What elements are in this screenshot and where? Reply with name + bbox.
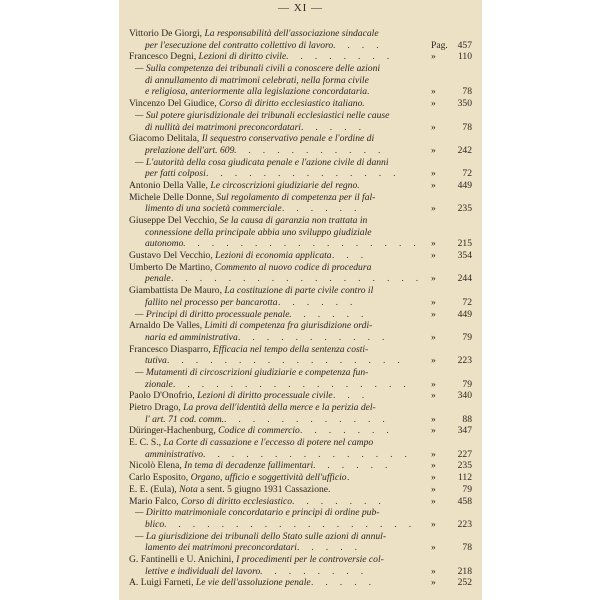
entry-text xyxy=(129,496,292,508)
index-line xyxy=(119,238,482,250)
entry-title: prelazione dell'art. 609 xyxy=(145,144,235,156)
entry-text xyxy=(145,297,278,309)
entry-title: lamento dei matrimoni preconcordatari xyxy=(145,542,297,554)
index-line xyxy=(119,215,482,227)
dot-leader: . . . . . xyxy=(301,121,366,133)
dot-leader: . xyxy=(328,483,336,495)
entry-text xyxy=(145,75,369,87)
entry-text-plain: a sent. 5 giugno 1931 Cassazione xyxy=(197,483,329,495)
entry-title: connessione della principale abbia uno sviluppo giudiziale xyxy=(145,226,372,238)
entry-author: Düringer-Hachenburg, xyxy=(129,425,219,437)
index-line xyxy=(119,227,482,239)
dot-leader: . . . xyxy=(332,250,368,262)
index-line xyxy=(119,344,482,356)
entry-author: Antonio Della Valle, xyxy=(129,179,211,191)
dot-leader: . . . . . xyxy=(311,577,376,589)
index-line xyxy=(119,273,482,285)
index-line xyxy=(119,425,482,437)
entry-title: La costituzione di parte civile contro il xyxy=(224,285,374,297)
page-number: 347 xyxy=(457,425,472,437)
index-line xyxy=(119,437,482,449)
index-line xyxy=(119,86,482,98)
dot-leader: . . . . . xyxy=(297,542,362,554)
index-line xyxy=(119,285,482,297)
entry-text xyxy=(129,472,347,484)
dot-leader: . . . . . . . xyxy=(300,425,394,437)
page-label: » xyxy=(431,460,436,472)
index-line xyxy=(119,309,482,321)
dot-leader: . . . xyxy=(333,390,369,402)
page-label: » xyxy=(431,121,436,133)
entry-author: Francesco Diasparro, xyxy=(129,343,213,355)
entry-text xyxy=(135,63,380,75)
entry-text xyxy=(129,554,384,566)
entry-title: Sul regolamento di competenza per il fal- xyxy=(216,191,376,203)
entry-text xyxy=(129,285,373,297)
dot-leader: . . . . . . . . . . . . . . . . . xyxy=(173,378,411,390)
entry-title: per l'esecuzione del contratto collettivo di lavoro xyxy=(145,39,334,51)
entry-author: E. C. S., xyxy=(129,437,164,449)
entry-author: Giuseppe Del Vecchio, xyxy=(129,215,220,226)
dot-leader: . . . . . . . . xyxy=(286,51,394,63)
page-header-roman-numeral: — XI — xyxy=(277,2,324,14)
entry-title: — L'autorità della cosa giudicata penale e l'azione civile di danni xyxy=(135,156,389,168)
entry-text xyxy=(129,344,368,356)
page-label: » xyxy=(431,86,436,98)
index-line xyxy=(119,531,482,543)
index-line xyxy=(119,262,482,274)
index-line xyxy=(119,122,482,134)
dot-leader: . . . . . . . . . . . . . . . . . xyxy=(183,238,421,250)
entry-author: Umberto De Martino, xyxy=(129,261,215,273)
entry-text xyxy=(145,273,171,285)
entry-title: limento di una società commerciale xyxy=(145,203,282,215)
entry-text xyxy=(145,122,301,134)
entry-text xyxy=(145,145,234,157)
entry-title: Organo, ufficio e soggettività dell'ufficio xyxy=(190,472,347,484)
entry-text xyxy=(129,98,362,110)
dot-leader: . . . . . . xyxy=(313,460,393,472)
dot-leader: . . . . . . . . . . . . . . . xyxy=(203,448,412,460)
entry-title: Codice di commercio xyxy=(218,425,300,437)
entry-title: naria ed amministrativa xyxy=(145,331,238,343)
entry-author: Francesco Degni, xyxy=(129,51,199,63)
page-number: 227 xyxy=(457,448,472,460)
page-label: » xyxy=(431,296,436,308)
page-number: 340 xyxy=(457,390,472,402)
index-line xyxy=(119,192,482,204)
entry-text xyxy=(135,157,389,169)
entry-text xyxy=(129,180,357,192)
page-label: » xyxy=(431,542,436,554)
entry-text xyxy=(129,320,372,332)
page-label: » xyxy=(431,168,436,180)
entry-text xyxy=(145,379,173,391)
entry-title: — Mutamenti di circoscrizioni giudiziarie e competenza fun- xyxy=(135,366,369,378)
entry-text xyxy=(129,484,328,496)
index-line xyxy=(119,379,482,391)
entry-text xyxy=(135,507,379,519)
page-label: » xyxy=(431,355,436,367)
entry-author: Arnaldo De Valles, xyxy=(129,320,205,332)
entry-text xyxy=(129,51,286,63)
index-line xyxy=(119,554,482,566)
page-label: » xyxy=(431,273,436,285)
entry-text xyxy=(135,367,368,379)
entry-title: Corso di diritto ecclesiastico xyxy=(180,495,293,507)
page-number: 110 xyxy=(457,51,472,63)
page-number: 218 xyxy=(457,565,472,577)
entry-title: — Sul potere giurisdizionale dei tribunali ecclesiastici nelle cause xyxy=(135,109,390,121)
page-number: 215 xyxy=(457,238,472,250)
index-line xyxy=(119,297,482,309)
entry-text xyxy=(145,238,183,250)
entry-title: Nota xyxy=(179,483,198,495)
page-label: » xyxy=(431,495,436,507)
entry-text xyxy=(129,390,333,402)
dot-leader: . . . . . . . xyxy=(292,495,386,507)
entry-text xyxy=(145,414,224,426)
entry-title: Le circoscrizioni giudiziarie del regno xyxy=(210,179,358,191)
page-label: » xyxy=(431,448,436,460)
page-label: » xyxy=(431,308,436,320)
entry-author: Giambattista De Mauro, xyxy=(129,285,225,297)
index-line xyxy=(119,566,482,578)
entry-title: — La giurisdizione dei tribunali dello Stato sulle azioni di annul- xyxy=(135,530,387,542)
entry-title: blico xyxy=(145,518,165,530)
page-number: 223 xyxy=(457,355,472,367)
page-number: 235 xyxy=(457,203,472,215)
entry-text xyxy=(129,215,367,227)
entry-text xyxy=(145,332,238,344)
dot-leader: . . . . . . xyxy=(289,308,369,320)
entry-title: autonomo xyxy=(145,238,184,250)
page-number: 79 xyxy=(462,378,472,390)
entry-text xyxy=(129,192,375,204)
entry-author: Gustavo Del Vecchio, xyxy=(129,250,216,262)
page-number: 449 xyxy=(457,308,472,320)
page-number: 457 xyxy=(457,39,472,51)
index-line xyxy=(119,98,482,110)
index-line xyxy=(119,168,482,180)
entry-title: Le vie dell'assoluzione penale xyxy=(195,577,311,589)
entry-text xyxy=(145,519,164,531)
page-label: » xyxy=(431,472,436,484)
dot-leader: . . . . . . . . . . . . xyxy=(224,413,390,425)
entry-author: E. E. (Eula), xyxy=(129,483,180,495)
entry-title: Limiti di competenza fra giurisdizione ordi- xyxy=(204,320,373,332)
index-line xyxy=(119,367,482,379)
entry-title: La prova dell'identità della merce e la perizia del- xyxy=(183,402,376,413)
entry-text xyxy=(145,566,260,578)
index-line xyxy=(119,507,482,519)
page-label: » xyxy=(431,413,436,425)
entry-author: Carlo Esposito, xyxy=(129,472,191,484)
entry-title: I procedimenti per le controversie col- xyxy=(236,553,384,565)
index-line xyxy=(119,519,482,531)
dot-leader: . . . . . . xyxy=(282,203,362,215)
entry-text xyxy=(145,542,297,554)
entry-text xyxy=(129,262,371,274)
index-line xyxy=(119,414,482,426)
page-number: 350 xyxy=(457,98,472,110)
entry-text xyxy=(135,110,389,122)
page-number: 78 xyxy=(462,86,472,98)
entry-author: Vincenzo Del Giudice, xyxy=(129,98,219,110)
entry-title: Commento al nuovo codice di procedura xyxy=(214,261,372,273)
index-line xyxy=(119,484,482,496)
entry-title: Corso di diritto ecclesiastico italiano xyxy=(219,98,363,110)
entry-title: Il sequestro conservativo penale e l'ordine di xyxy=(201,133,375,145)
index-line xyxy=(119,542,482,554)
page-number: 458 xyxy=(457,495,472,507)
dot-leader: . . . . . . . . . . . . . . xyxy=(206,168,401,180)
entry-title: l' art. 71 cod. comm. xyxy=(145,413,225,425)
entry-author: Michele Delle Donne, xyxy=(129,191,217,203)
index-line xyxy=(119,472,482,484)
dot-leader: . . . . . . . . xyxy=(260,565,368,577)
index-line xyxy=(119,390,482,402)
page-number: 72 xyxy=(462,168,472,180)
index-line xyxy=(119,51,482,63)
page-label: Pag. xyxy=(431,39,448,51)
index-line xyxy=(119,133,482,145)
index-line xyxy=(119,40,482,52)
entry-text xyxy=(145,203,282,215)
index-line xyxy=(119,157,482,169)
entry-title: per fatti colposi xyxy=(145,168,206,180)
entry-author: A. Luigi Farneti, xyxy=(129,577,196,589)
dot-leader: . xyxy=(362,98,370,110)
entry-text xyxy=(129,460,313,472)
entry-title: penale xyxy=(145,273,171,285)
page-number: 112 xyxy=(457,472,472,484)
entry-text xyxy=(145,168,206,180)
page-label: » xyxy=(431,518,436,530)
page-number: 78 xyxy=(462,121,472,133)
page-number: 79 xyxy=(462,483,472,495)
book-page xyxy=(119,0,482,600)
page-number: 242 xyxy=(457,144,472,156)
entry-text xyxy=(145,449,203,461)
entry-title: lettive e individuali del lavoro xyxy=(145,565,261,577)
index-line xyxy=(119,460,482,472)
index-line xyxy=(119,320,482,332)
page-label: » xyxy=(431,577,436,589)
entry-author: Pietro Drago, xyxy=(129,402,184,413)
index-line xyxy=(119,75,482,87)
page-label: » xyxy=(431,144,436,156)
dot-leader: . . . . . . . . . . . . . . . . . . xyxy=(171,273,423,285)
page-number: 235 xyxy=(457,460,472,472)
page-label: » xyxy=(431,179,436,191)
entry-author: Mario Falco, xyxy=(129,495,181,507)
page-label: » xyxy=(431,98,436,110)
entry-text xyxy=(129,133,374,145)
entry-title: amministrativo xyxy=(145,448,204,460)
page-label: » xyxy=(431,331,436,343)
entry-text xyxy=(145,40,333,52)
index-line xyxy=(119,355,482,367)
index-line xyxy=(119,180,482,192)
index-line xyxy=(119,203,482,215)
dot-leader: . . . . . . xyxy=(278,296,358,308)
dot-leader: . . . . . . . . . . . xyxy=(234,144,386,156)
entry-text xyxy=(135,309,289,321)
index-line xyxy=(119,63,482,75)
page-label: » xyxy=(431,390,436,402)
page-label: » xyxy=(431,51,436,63)
entry-title: — Sulla competenza dei tribunali civili a conoscere delle azioni xyxy=(135,63,381,75)
entry-title: Efficacia nel tempo della sentenza costi- xyxy=(212,343,369,355)
index-line xyxy=(119,28,482,40)
entry-author: Vittorio De Giorgi, xyxy=(129,28,205,39)
entry-title: — Diritto matrimoniale concordatario e principi di ordine pub- xyxy=(135,507,380,519)
entry-title: Lezioni di diritto processuale civile xyxy=(197,390,333,402)
entry-title: e religiosa, anteriormente alla legislazione concordataria xyxy=(145,86,368,98)
entry-title: Lezioni di economia applicata xyxy=(215,250,332,262)
page-number: 449 xyxy=(457,179,472,191)
index-line xyxy=(119,577,482,589)
entry-title: In tema di decadenze fallimentari xyxy=(184,460,314,472)
dot-leader: . . . . . . . . . . . . . . . . . . xyxy=(164,518,416,530)
entry-title: di annullamento di matrimoni celebrati, nella forma civile xyxy=(145,74,369,86)
entry-title: — Principi di diritto processuale penale xyxy=(135,308,290,320)
index-line xyxy=(119,110,482,122)
page-number: 252 xyxy=(457,577,472,589)
entry-author: Nicolò Elena, xyxy=(129,460,185,472)
index-entries xyxy=(119,28,482,589)
entry-title: La responsabilità dell'associazione sindacale xyxy=(204,28,379,39)
entry-text xyxy=(135,531,386,543)
index-line xyxy=(119,496,482,508)
entry-title: Se la causa di garanzia non trattata in xyxy=(219,215,368,226)
entry-author: Paolo D'Onofrio, xyxy=(129,390,198,402)
page-label: » xyxy=(431,483,436,495)
page-number: 244 xyxy=(457,273,472,285)
index-line xyxy=(119,145,482,157)
entry-author: G. Fantinelli e U. Anichini, xyxy=(129,553,237,565)
page-number: 79 xyxy=(462,331,472,343)
page-label: » xyxy=(431,378,436,390)
entry-text xyxy=(129,425,300,437)
entry-author: Giacomo Delitala, xyxy=(129,133,202,145)
dot-leader: . . . . . . . . . . . . . . . . . xyxy=(167,355,405,367)
page-label: » xyxy=(431,250,436,262)
dot-leader: . xyxy=(357,179,365,191)
page-label: » xyxy=(431,203,436,215)
index-line xyxy=(119,402,482,414)
entry-title: La Corte di cassazione e l'eccesso di potere nel campo xyxy=(163,437,374,449)
entry-text xyxy=(129,402,376,414)
page-label: » xyxy=(431,425,436,437)
page-number: 223 xyxy=(457,518,472,530)
entry-text xyxy=(145,355,167,367)
index-line xyxy=(119,332,482,344)
page-number: 78 xyxy=(462,542,472,554)
page-label: » xyxy=(431,238,436,250)
entry-text xyxy=(129,28,379,40)
entry-title: zionale xyxy=(145,378,173,390)
page-number: 88 xyxy=(462,413,472,425)
entry-title: Lezioni di diritto civile xyxy=(198,51,287,63)
dot-leader: . . . . . . . . . . . xyxy=(238,331,390,343)
entry-text xyxy=(145,86,367,98)
dot-leader: . xyxy=(367,86,375,98)
entry-title: fallito nel processo per bancarotta xyxy=(145,296,278,308)
entry-title: tutiva xyxy=(145,355,167,367)
entry-text xyxy=(129,577,311,589)
entry-text xyxy=(129,437,373,449)
entry-text xyxy=(129,250,332,262)
dot-leader: . . . . xyxy=(333,39,384,51)
entry-title: di nullità dei matrimoni preconcordatari xyxy=(145,121,301,133)
page-number: 72 xyxy=(462,296,472,308)
dot-leader: . xyxy=(347,472,355,484)
entry-text xyxy=(145,227,372,239)
page-label: » xyxy=(431,565,436,577)
index-line xyxy=(119,449,482,461)
index-line xyxy=(119,250,482,262)
page-number: 354 xyxy=(457,250,472,262)
